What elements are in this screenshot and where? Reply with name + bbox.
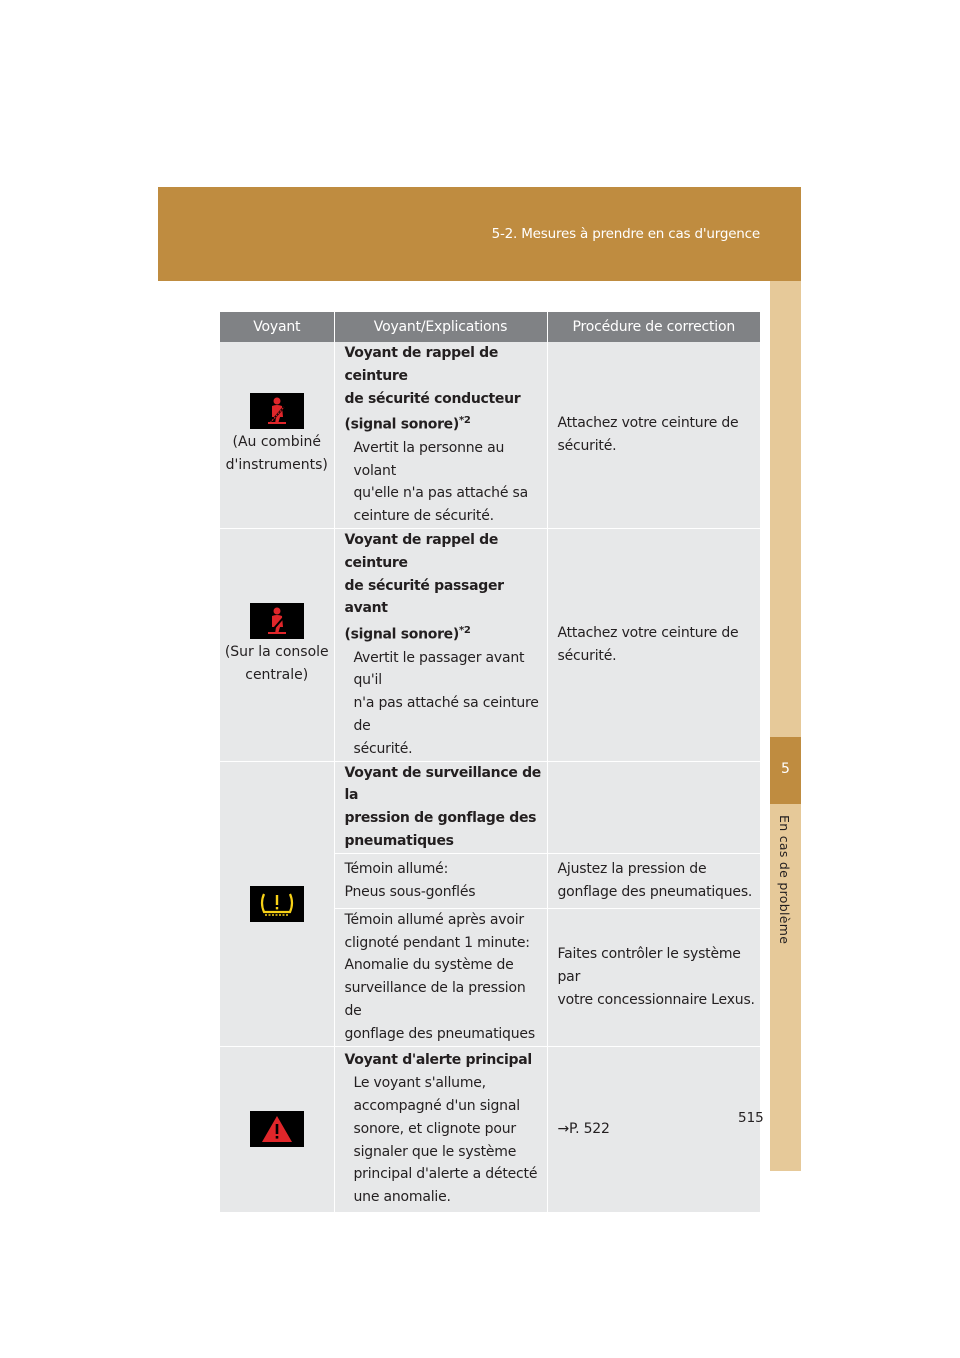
explanation-cell [334,761,547,853]
procedure-text: Attachez votre ceinture de [557,625,739,642]
footnote-ref: *2 [458,625,471,637]
explanation-cell [334,908,547,1046]
light-description: qu'elle n'a pas attaché sa [353,485,528,502]
explanation-cell [334,853,547,908]
light-title: (signal sonore)$^{*2}$ [344,415,471,434]
light-description: sécurité. [353,740,413,757]
explanation-cell [334,1046,547,1212]
light-title: Voyant de surveillance de la [344,764,542,804]
footnote-ref: *2 [458,415,471,427]
light-description: accompagné d'un signal [353,1097,520,1114]
section-header [158,187,801,281]
table-row [220,1046,760,1212]
explanation-cell [334,529,547,762]
procedure-cell [547,761,760,853]
icon-caption: (Au combiné [232,434,322,451]
light-description: principal d'alerte a détecté [353,1166,538,1183]
tire-pressure-icon [250,886,304,922]
seatbelt-reminder-icon [250,393,304,429]
icon-caption: d'instruments) [225,457,328,474]
procedure-text: gonflage des pneumatiques. [557,883,753,900]
icon-cell [220,761,334,1046]
light-title: Voyant d'alerte principal [344,1052,532,1069]
light-description: une anomalie. [353,1189,451,1206]
light-description: n'a pas attaché sa ceinture de [353,695,539,735]
light-description: signaler que le système [353,1143,517,1160]
procedure-cell [547,853,760,908]
col-header-voyant: Voyant [220,312,334,342]
condition-text: surveillance de la pression de [344,980,526,1020]
seatbelt-reminder-icon [250,603,304,639]
condition-text: Anomalie du système de [344,957,514,974]
light-title: pression de gonflage des [344,810,537,827]
procedure-cell [547,1046,760,1212]
light-description: Le voyant s'allume, [353,1075,486,1092]
section-title: 5-2. Mesures à prendre en cas d'urgence [491,226,760,242]
light-description: Avertit le passager avant qu'il [353,649,525,689]
condition-text: clignoté pendant 1 minute: [344,934,530,951]
chapter-label: En cas de problème [777,815,792,945]
icon-cell [220,342,334,529]
master-warning-icon [250,1111,304,1147]
procedure-text: Faites contrôler le système par [557,946,741,985]
procedure-text: votre concessionnaire Lexus. [557,991,755,1008]
condition-text: gonflage des pneumatiques [344,1025,535,1042]
page-reference-link[interactable]: →P. 522 [557,1120,610,1137]
procedure-cell [547,529,760,762]
procedure-text: Ajustez la pression de [557,861,707,878]
light-title: pneumatiques [344,833,454,850]
procedure-cell [547,908,760,1046]
explanation-cell [334,342,547,529]
procedure-text: sécurité. [557,647,617,664]
light-title: de sécurité conducteur [344,390,521,407]
light-description: sonore, et clignote pour [353,1120,516,1137]
icon-caption: centrale) [245,666,309,683]
table-header-row [220,312,760,342]
procedure-text: Attachez votre ceinture de [557,415,739,432]
icon-cell [220,1046,334,1212]
chapter-side-tab [770,281,801,1171]
table-row [220,342,760,529]
procedure-text: sécurité. [557,438,617,455]
condition-text: Témoin allumé: [344,861,449,878]
condition-text: Pneus sous-gonflés [344,883,476,900]
chapter-number: 5 [770,737,801,804]
page-number: 515 [738,1110,764,1126]
condition-text: Témoin allumé après avoir [344,911,524,928]
light-title: Voyant de rappel de ceinture [344,345,499,384]
light-title: (signal sonore)$^{*2}$ [344,625,471,643]
icon-caption: (Sur la console [224,644,329,661]
procedure-cell [547,342,760,529]
col-header-procedure: Procédure de correction [547,312,760,342]
light-title: de sécurité passager avant [344,577,504,617]
icon-cell [220,529,334,762]
col-header-explications: Voyant/Explications [334,312,547,342]
light-description: ceinture de sécurité. [353,508,494,525]
table-row [220,529,760,762]
warning-lights-table [220,312,760,1213]
light-description: Avertit la personne au volant [353,439,505,479]
light-title: Voyant de rappel de ceinture [344,532,499,571]
table-row [220,761,760,853]
